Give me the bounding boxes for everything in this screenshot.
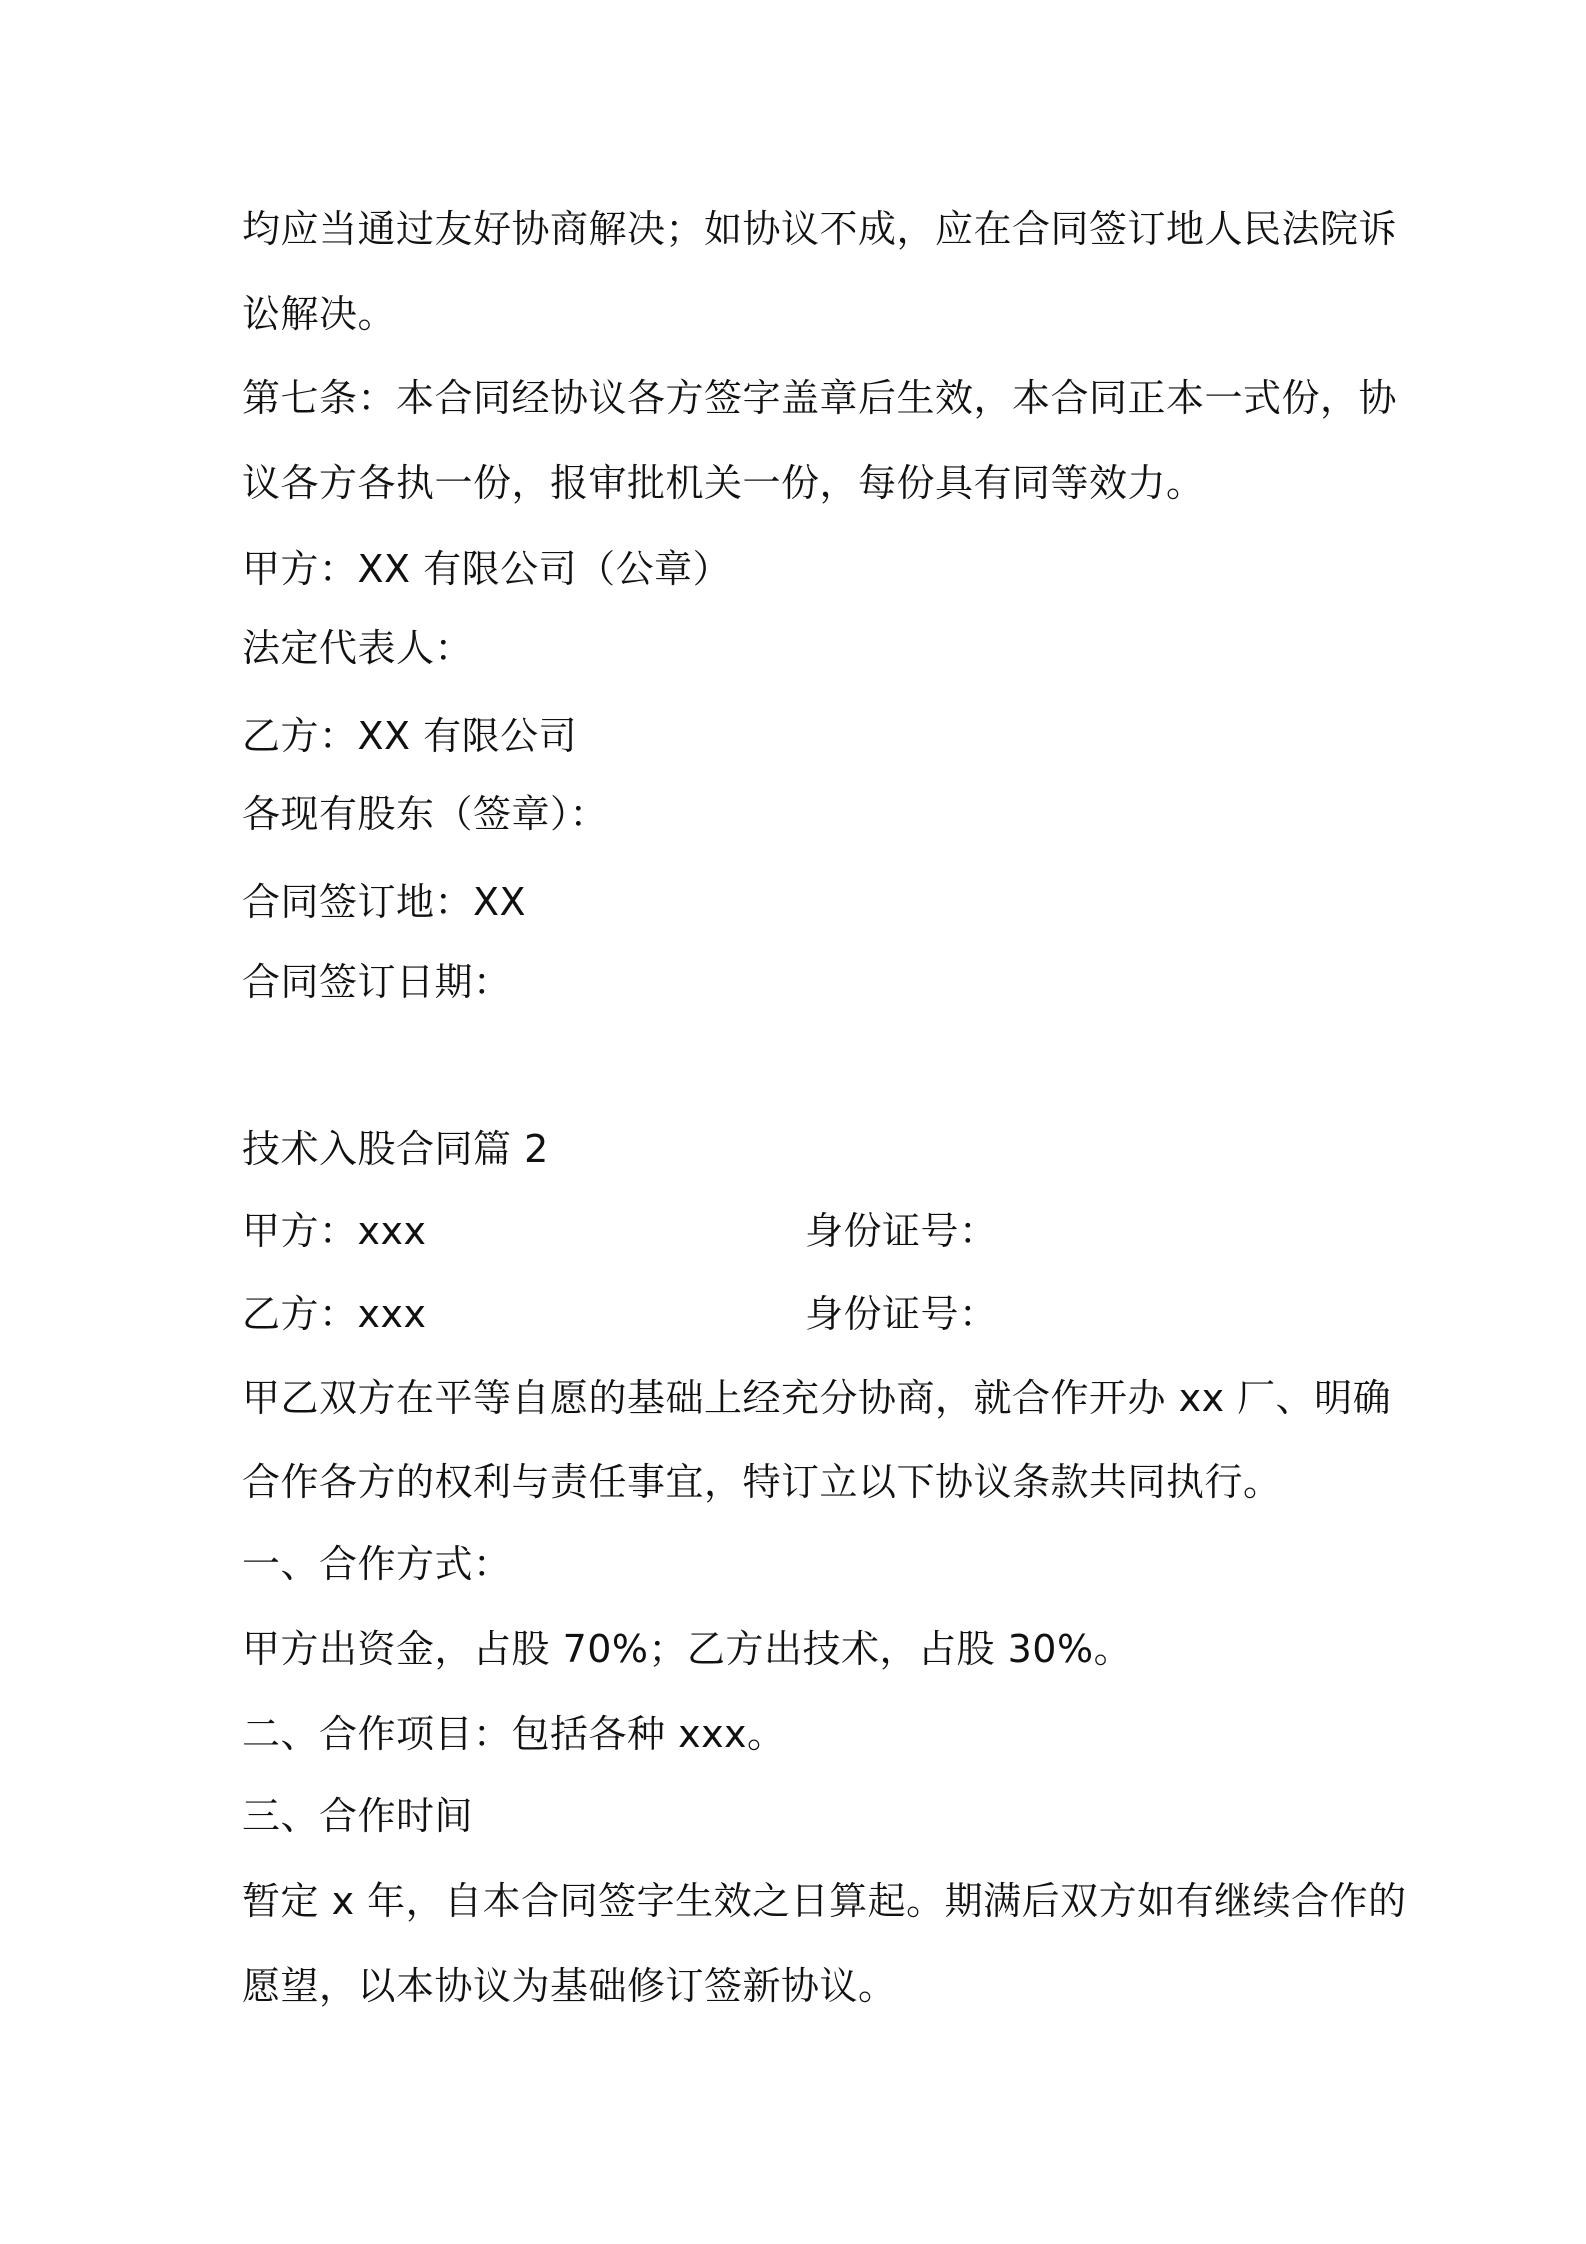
paragraph-line: 均应当通过友好协商解决；如协议不成，应在合同签订地人民法院诉	[242, 207, 1398, 251]
paragraph-line: 愿望，以本协议为基础修订签新协议。	[242, 1964, 897, 2008]
shareholders-signature: 各现有股东（签章）：	[242, 792, 609, 836]
paragraph-line: 甲乙双方在平等自愿的基础上经充分协商，就合作开办 xx 厂、明确	[242, 1376, 1392, 1420]
paragraph-line: 合作各方的权利与责任事宜，特订立以下协议条款共同执行。	[242, 1460, 1282, 1504]
paragraph-line: 议各方各执一份，报审批机关一份，每份具有同等效力。	[242, 461, 1205, 505]
party-a-id-label: 身份证号：	[805, 1209, 998, 1253]
article-seven-line: 第七条：本合同经协议各方签字盖章后生效，本合同正本一式份，协	[242, 376, 1398, 420]
party-b-company: 乙方：XX 有限公司	[242, 714, 578, 758]
clause-heading: 一、合作方式：	[242, 1542, 512, 1586]
legal-representative: 法定代表人：	[242, 626, 474, 670]
clause-heading: 二、合作项目：包括各种 xxx。	[242, 1712, 786, 1756]
signing-date: 合同签订日期：	[242, 960, 512, 1004]
party-a-company: 甲方：XX 有限公司（公章）	[242, 547, 732, 591]
signing-place: 合同签订地：XX	[242, 880, 527, 924]
paragraph-line: 讼解决。	[242, 292, 397, 336]
clause-heading: 三、合作时间	[242, 1794, 474, 1838]
paragraph-line: 暂定 x 年，自本合同签字生效之日算起。期满后双方如有继续合作的	[242, 1879, 1407, 1923]
paragraph-line: 甲方出资金，占股 70%；乙方出技术，占股 30%。	[242, 1627, 1133, 1671]
party-a-name: 甲方：xxx	[242, 1209, 427, 1253]
section-title: 技术入股合同篇 2	[242, 1127, 549, 1171]
party-b-id-label: 身份证号：	[805, 1292, 998, 1336]
party-b-name: 乙方：xxx	[242, 1292, 427, 1336]
